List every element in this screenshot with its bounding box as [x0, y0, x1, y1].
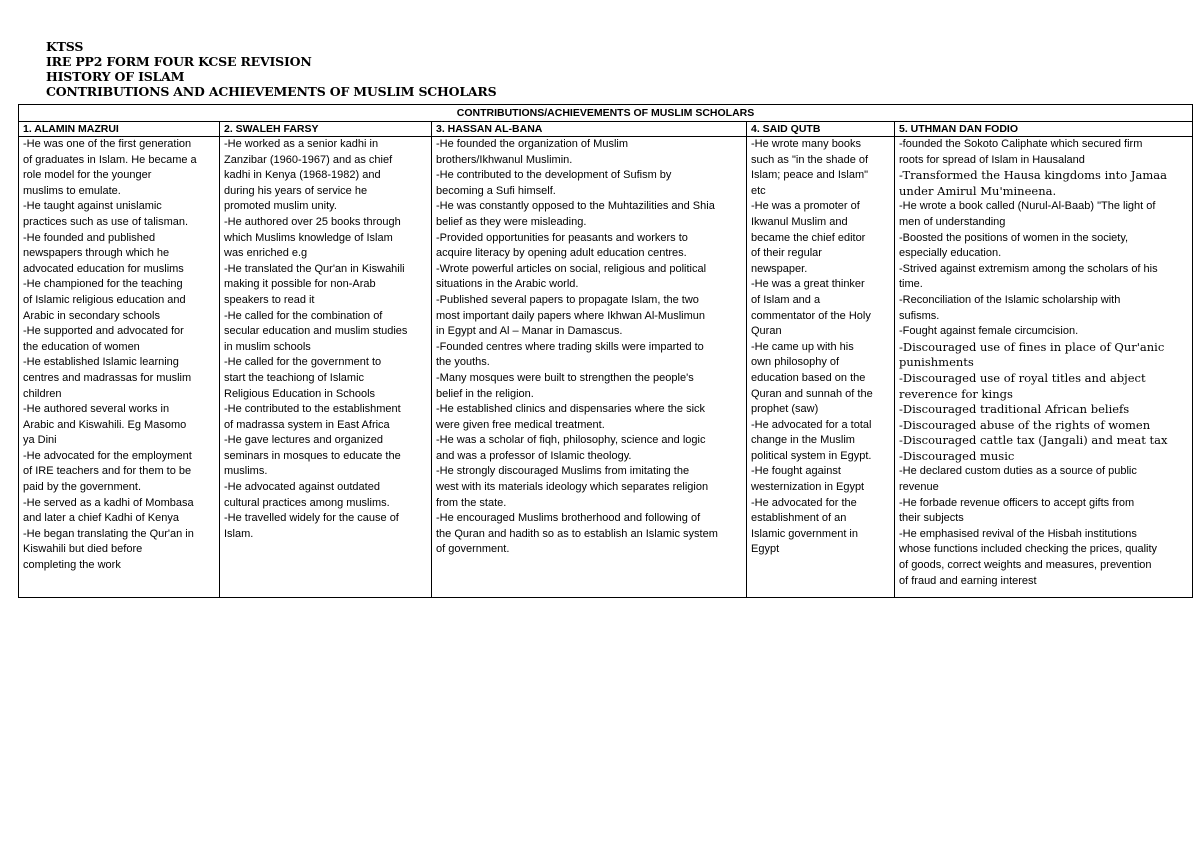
text-line: -He established clinics and dispensaries where the sick: [436, 403, 706, 416]
text-line: practices such as use of talisman.: [23, 215, 189, 228]
text-line: -Discouraged use of royal titles and abject: [899, 370, 1146, 385]
text-line: -He called for the combination of: [224, 309, 383, 322]
text-line: sufisms.: [899, 309, 940, 322]
text-line: -He was a great thinker: [751, 278, 865, 291]
text-line: promoted muslim unity.: [224, 200, 337, 213]
text-line: -He advocated for the employment: [23, 449, 192, 462]
text-line: prophet (saw): [751, 403, 819, 416]
text-line: the education of women: [23, 340, 140, 353]
text-line: -Fought against female circumcision.: [899, 325, 1079, 338]
text-line: -He came up with his: [751, 340, 854, 353]
text-line: -He gave lectures and organized: [224, 434, 383, 447]
document-header: [46, 39, 496, 99]
text-line: -He supported and advocated for: [23, 325, 184, 338]
text-line: Kiswahili but died before: [23, 543, 143, 556]
text-line: -Strived against extremism among the scholars of his: [899, 262, 1158, 275]
text-line: -He wrote a book called (Nurul-Al-Baab) "The light of: [899, 200, 1156, 213]
text-line: -He travelled widely for the cause of: [224, 512, 399, 525]
text-line: -He emphasised revival of the Hisbah institutions: [899, 527, 1137, 540]
text-line: Quran and sunnah of the: [751, 387, 873, 400]
text-line: Ikwanul Muslim and: [751, 215, 848, 228]
text-line: -He founded the organization of Muslim: [436, 138, 628, 150]
text-line: start the teachiong of Islamic: [224, 371, 365, 384]
text-line: time.: [899, 278, 923, 291]
text-line: punishments: [899, 355, 974, 370]
text-line: belief as they were misleading.: [436, 215, 587, 228]
text-line: -He was a promoter of: [751, 200, 860, 213]
text-line: -He advocated against outdated: [224, 481, 380, 494]
text-line: Islamic government in: [751, 527, 858, 540]
text-line: under Amirul Mu'mineena.: [899, 183, 1057, 198]
text-line: -founded the Sokoto Caliphate which secured firm: [899, 138, 1143, 150]
column-cell: [19, 137, 220, 598]
text-line: roots for spread of Islam in Hausaland: [899, 153, 1085, 166]
text-line: Quran: [751, 325, 782, 338]
text-line: -He championed for the teaching: [23, 278, 183, 291]
text-line: newspaper.: [751, 262, 808, 275]
text-line: was enriched e.g: [224, 247, 308, 260]
text-line: from the state.: [436, 496, 507, 509]
text-line: of government.: [436, 543, 510, 556]
text-line: -He encouraged Muslims brotherhood and following of: [436, 512, 701, 525]
text-line: brothers/Ikhwanul Muslimin.: [436, 153, 573, 166]
column-cell: [432, 137, 747, 598]
table-caption: CONTRIBUTIONS/ACHIEVEMENTS OF MUSLIM SCHOLARS: [19, 105, 1193, 122]
text-line: completing the work: [23, 559, 121, 572]
text-line: seminars in mosques to educate the: [224, 449, 401, 462]
text-line: newspapers through which he: [23, 247, 170, 260]
paper-title: IRE PP2 FORM FOUR KCSE REVISION: [46, 54, 312, 69]
text-line: of Islamic religious education and: [23, 293, 186, 306]
text-line: -Transformed the Hausa kingdoms into Jamaa: [899, 168, 1167, 183]
text-line: establishment of an: [751, 512, 847, 525]
text-line: -He translated the Qur'an in Kiswahili: [224, 262, 405, 275]
text-line: centres and madrassas for muslim: [23, 371, 192, 384]
text-line: secular education and muslim studies: [224, 325, 408, 338]
text-line: -Many mosques were built to strengthen the people's: [436, 371, 694, 384]
text-line: education based on the: [751, 371, 866, 384]
text-line: -Discouraged abuse of the rights of women: [899, 417, 1151, 432]
text-line: especially education.: [899, 247, 1002, 260]
text-line: Islam.: [224, 527, 254, 540]
text-line: of their regular: [751, 247, 822, 260]
text-line: -Wrote powerful articles on social, religious and political: [436, 262, 707, 275]
text-line: muslims to emulate.: [23, 184, 121, 197]
text-line: Arabic in secondary schools: [23, 309, 160, 322]
column-header: 1. ALAMIN MAZRUI: [19, 122, 220, 137]
text-line: -He was constantly opposed to the Muhtazilities and Shia: [436, 200, 715, 213]
text-line: the Quran and hadith so as to establish an Islamic system: [436, 527, 718, 540]
text-line: -He advocated for the: [751, 496, 857, 509]
text-line: -He founded and published: [23, 231, 156, 244]
text-line: revenue: [899, 481, 939, 494]
text-line: -He was one of the first generation: [23, 138, 192, 150]
column-header: 5. UTHMAN DAN FODIO: [895, 122, 1193, 137]
text-line: -He contributed to the establishment: [224, 403, 401, 416]
text-line: Islam; peace and Islam": [751, 169, 869, 182]
text-line: -He authored several works in: [23, 403, 170, 416]
column-header: 2. SWALEH FARSY: [220, 122, 432, 137]
table-header-row: [19, 122, 1193, 137]
table-body-row: [19, 137, 1193, 598]
text-line: -Provided opportunities for peasants and workers to: [436, 231, 688, 244]
text-line: -He fought against: [751, 465, 841, 478]
text-line: -He contributed to the development of Sufism by: [436, 169, 672, 182]
text-line: commentator of the Holy: [751, 309, 871, 322]
text-line: change in the Muslim: [751, 434, 855, 447]
text-line: becoming a Sufi himself.: [436, 184, 556, 197]
text-line: Arabic and Kiswahili. Eg Masomo: [23, 418, 187, 431]
text-line: belief in the religion.: [436, 387, 534, 400]
text-line: -He advocated for a total: [751, 418, 872, 431]
text-line: in Egypt and Al – Manar in Damascus.: [436, 325, 623, 338]
text-line: -Discouraged music: [899, 448, 1015, 463]
text-line: Religious Education in Schools: [224, 387, 376, 400]
text-line: whose functions included checking the prices, quality: [899, 543, 1158, 556]
text-line: -He strongly discouraged Muslims from imitating the: [436, 465, 690, 478]
subtopic-title: CONTRIBUTIONS AND ACHIEVEMENTS OF MUSLIM SCHOLARS: [46, 84, 497, 99]
text-line: paid by the government.: [23, 481, 142, 494]
text-line: men of understanding: [899, 215, 1006, 228]
text-line: such as "in the shade of: [751, 153, 869, 166]
text-line: -Discouraged cattle tax (Jangali) and meat tax: [899, 433, 1168, 448]
school-name: KTSS: [46, 39, 84, 54]
text-line: Zanzibar (1960-1967) and as chief: [224, 153, 393, 166]
text-line: and later a chief Kadhi of Kenya: [23, 512, 179, 525]
text-line: making it possible for non-Arab: [224, 278, 376, 291]
text-line: own philosophy of: [751, 356, 840, 369]
text-line: during his years of service he: [224, 184, 368, 197]
column-cell: [895, 137, 1193, 598]
text-line: acquire literacy by opening adult education centres.: [436, 247, 687, 260]
column-cell: [220, 137, 432, 598]
text-line: -He began translating the Qur'an in: [23, 527, 194, 540]
text-line: of graduates in Islam. He became a: [23, 153, 197, 166]
text-line: speakers to read it: [224, 293, 315, 306]
text-line: situations in the Arabic world.: [436, 278, 579, 291]
text-line: muslims.: [224, 465, 268, 478]
text-line: -He forbade revenue officers to accept gifts from: [899, 496, 1135, 509]
text-line: -Discouraged traditional African beliefs: [899, 402, 1130, 417]
topic-title: HISTORY OF ISLAM: [46, 69, 185, 84]
text-line: -He wrote many books: [751, 138, 862, 150]
text-line: ya Dini: [23, 434, 57, 447]
column-cell: [747, 137, 895, 598]
text-line: westernization in Egypt: [751, 481, 865, 494]
text-line: the youths.: [436, 356, 490, 369]
text-line: -He authored over 25 books through: [224, 215, 401, 228]
text-line: -Discouraged use of fines in place of Qur'anic: [899, 339, 1165, 354]
text-line: -Boosted the positions of women in the society,: [899, 231, 1129, 244]
text-line: -He was a scholar of fiqh, philosophy, science and logic: [436, 434, 706, 447]
text-line: became the chief editor: [751, 231, 866, 244]
text-line: of goods, correct weights and measures, prevention: [899, 559, 1152, 572]
text-line: most important daily papers where Ikhwan Al-Muslimun: [436, 309, 706, 322]
scholars-table: [18, 104, 1193, 598]
text-line: of madrassa system in East Africa: [224, 418, 390, 431]
text-line: west with its materials ideology which separates religion: [436, 481, 709, 494]
text-line: -Published several papers to propagate Islam, the two: [436, 293, 699, 306]
text-line: their subjects: [899, 512, 964, 525]
text-line: were given free medical treatment.: [436, 418, 605, 431]
text-line: -Reconciliation of the Islamic scholarship with: [899, 293, 1121, 306]
text-line: -He declared custom duties as a source of public: [899, 465, 1137, 478]
column-header: 4. SAID QUTB: [747, 122, 895, 137]
text-line: advocated education for muslims: [23, 262, 184, 275]
text-line: Egypt: [751, 543, 780, 556]
text-line: -He established Islamic learning: [23, 356, 179, 369]
text-line: children: [23, 387, 62, 400]
text-line: of fraud and earning interest: [899, 574, 1037, 587]
text-line: role model for the younger: [23, 169, 152, 182]
text-line: political system in Egypt.: [751, 449, 872, 462]
text-line: and was a professor of Islamic theology.: [436, 449, 632, 462]
text-line: kadhi in Kenya (1968-1982) and: [224, 169, 381, 182]
text-line: -He taught against unislamic: [23, 200, 162, 213]
text-line: etc: [751, 184, 766, 197]
text-line: reverence for kings: [899, 386, 1013, 401]
text-line: in muslim schools: [224, 340, 311, 353]
text-line: -He worked as a senior kadhi in: [224, 138, 379, 150]
text-line: of IRE teachers and for them to be: [23, 465, 192, 478]
text-line: which Muslims knowledge of Islam: [224, 231, 393, 244]
text-line: of Islam and a: [751, 293, 821, 306]
text-line: cultural practices among muslims.: [224, 496, 390, 509]
text-line: -He called for the government to: [224, 356, 382, 369]
text-line: -Founded centres where trading skills were imparted to: [436, 340, 704, 353]
text-line: -He served as a kadhi of Mombasa: [23, 496, 194, 509]
column-header: 3. HASSAN AL-BANA: [432, 122, 747, 137]
